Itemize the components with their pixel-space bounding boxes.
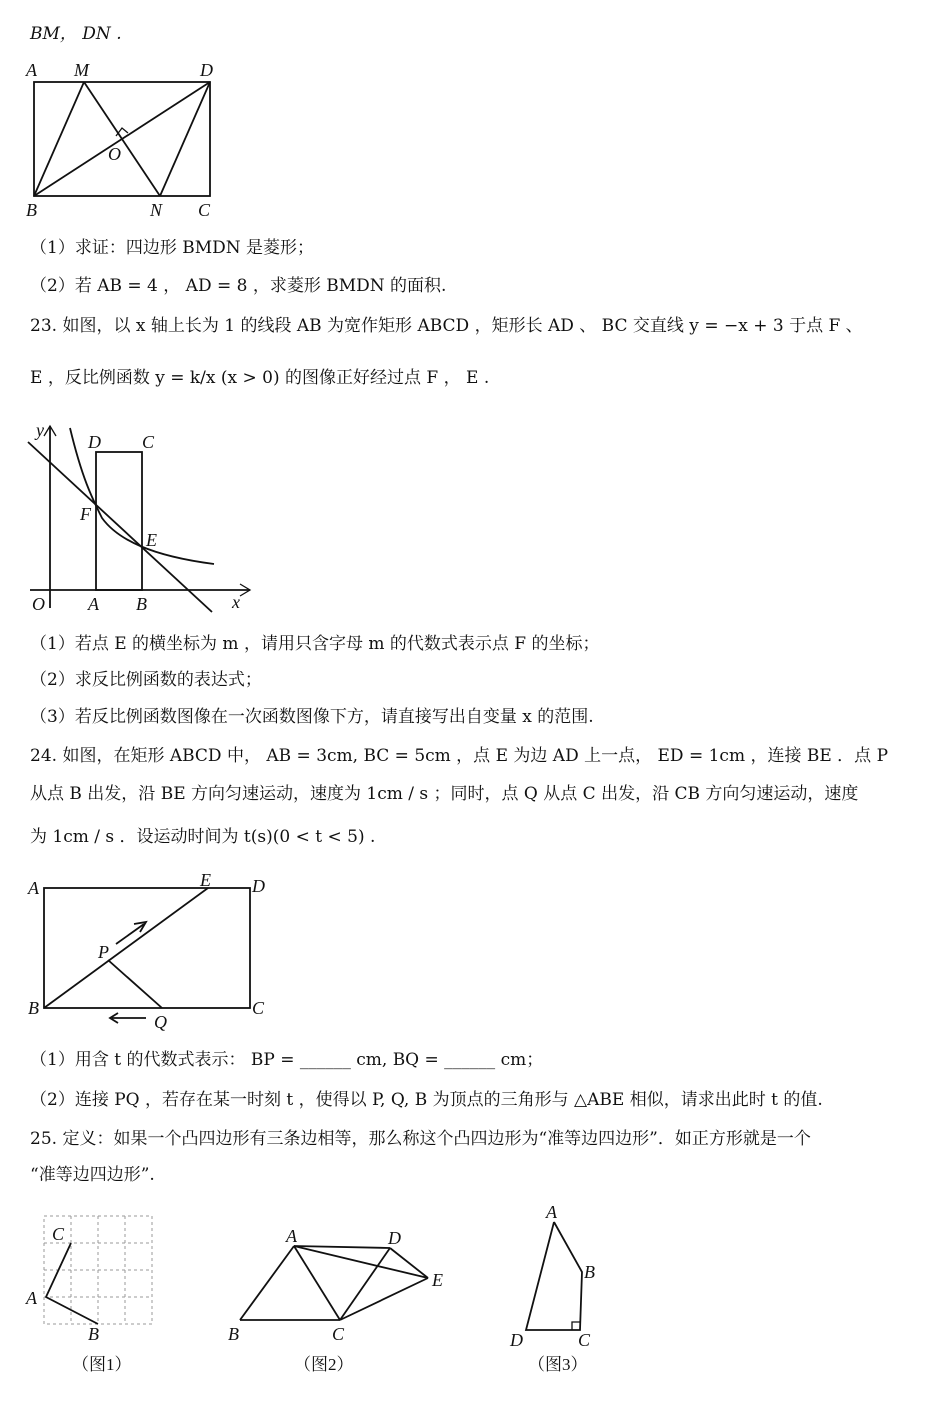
q23-label-C: C [142, 432, 155, 452]
q23-label-A: A [88, 594, 99, 614]
top-line: BM， DN . [30, 24, 122, 44]
q23-stem-line1: 23. 如图，以 x 轴上长为 1 的线段 AB 为宽作矩形 ABCD ，矩形长 AD 、 BC 交直线 y = −x + 3 于点 F 、 [30, 316, 863, 336]
q25-fig3-label-B: B [584, 1262, 595, 1282]
q22-label-M: M [74, 60, 89, 80]
q24-part2: （2）连接 PQ ，若存在某一时刻 t ，使得以 P, Q, B 为顶点的三角形与 △ABE 相似，请求出此时 t 的值. [30, 1090, 823, 1110]
q25-fig3-label-C: C [578, 1330, 591, 1350]
q23-figure [22, 418, 262, 618]
q25-fig3-caption: （图3） [528, 1355, 588, 1374]
q24-label-E: E [200, 870, 211, 890]
q23-label-E: E [146, 530, 157, 550]
q23-label-y: y [36, 420, 44, 440]
q23-part2: （2）求反比例函数的表达式； [30, 670, 262, 690]
q24-part1: （1）用含 t 的代数式表示： BP = ______ cm, BQ = ______ cm； [30, 1050, 544, 1070]
q25-fig2-label-B: B [228, 1324, 239, 1344]
q23-label-D: D [88, 432, 101, 452]
q24-figure [22, 868, 282, 1038]
q23-label-B: B [136, 594, 147, 614]
q23-part1: （1）若点 E 的横坐标为 m ，请用只含字母 m 的代数式表示点 F 的坐标； [30, 634, 600, 654]
q24-label-P: P [98, 942, 109, 962]
q22-label-D: D [200, 60, 213, 80]
q25-fig2-caption: （图2） [294, 1355, 354, 1374]
q23-part3: （3）若反比例函数图像在一次函数图像下方，请直接写出自变量 x 的范围. [30, 707, 594, 727]
q22-label-B: B [26, 200, 37, 220]
q22-label-N: N [150, 200, 163, 220]
q25-figure-1 [22, 1208, 162, 1378]
q25-fig1-label-C: C [52, 1224, 65, 1244]
q24-stem-line3: 为 1cm / s ．设运动时间为 t(s)(0 < t < 5) . [30, 827, 376, 847]
q24-label-A: A [28, 878, 39, 898]
q22-part2: （2）若 AB = 4 ， AD = 8 ，求菱形 BMDN 的面积. [30, 276, 447, 296]
q25-fig3-label-A: A [546, 1202, 557, 1222]
q25-fig2-label-D: D [388, 1228, 401, 1248]
q22-part1: （1）求证：四边形 BMDN 是菱形； [30, 238, 315, 258]
q25-fig1-label-B: B [88, 1324, 99, 1344]
q23-label-x: x [232, 592, 240, 612]
q24-label-C: C [252, 998, 265, 1018]
q23-label-F: F [80, 504, 91, 524]
q22-label-C: C [198, 200, 211, 220]
q22-label-O: O [108, 144, 121, 164]
q24-stem-line2: 从点 B 出发，沿 BE 方向匀速运动，速度为 1cm / s ；同时，点 Q 从点 C 出发，沿 CB 方向匀速运动，速度 [30, 784, 859, 804]
q23-label-O: O [32, 594, 45, 614]
q25-fig1-label-A: A [26, 1288, 37, 1308]
q25-fig2-label-C: C [332, 1324, 345, 1344]
q23-stem-line2: E ，反比例函数 y = k/x (x > 0) 的图像正好经过点 F ， E . [30, 368, 490, 388]
q25-fig2-label-A: A [286, 1226, 297, 1246]
q25-fig1-caption: （图1） [72, 1355, 132, 1374]
q22-figure [22, 58, 222, 220]
q24-label-Q: Q [154, 1012, 167, 1032]
q24-label-B: B [28, 998, 39, 1018]
q25-fig2-label-E: E [432, 1270, 443, 1290]
q24-label-D: D [252, 876, 265, 896]
q24-stem-line1: 24. 如图，在矩形 ABCD 中， AB = 3cm, BC = 5cm ，点 E 为边 AD 上一点， ED = 1cm ，连接 BE ．点 P [30, 746, 889, 766]
q25-stem-line2: “准等边四边形”. [30, 1165, 155, 1185]
q25-figure-2 [222, 1222, 462, 1382]
q22-label-A: A [26, 60, 37, 80]
q25-figure-3 [498, 1198, 628, 1378]
q25-stem-line1: 25. 定义：如果一个凸四边形有三条边相等，那么称这个凸四边形为“准等边四边形”．如正方形就是一个 [30, 1129, 811, 1149]
q25-fig3-label-D: D [510, 1330, 523, 1350]
